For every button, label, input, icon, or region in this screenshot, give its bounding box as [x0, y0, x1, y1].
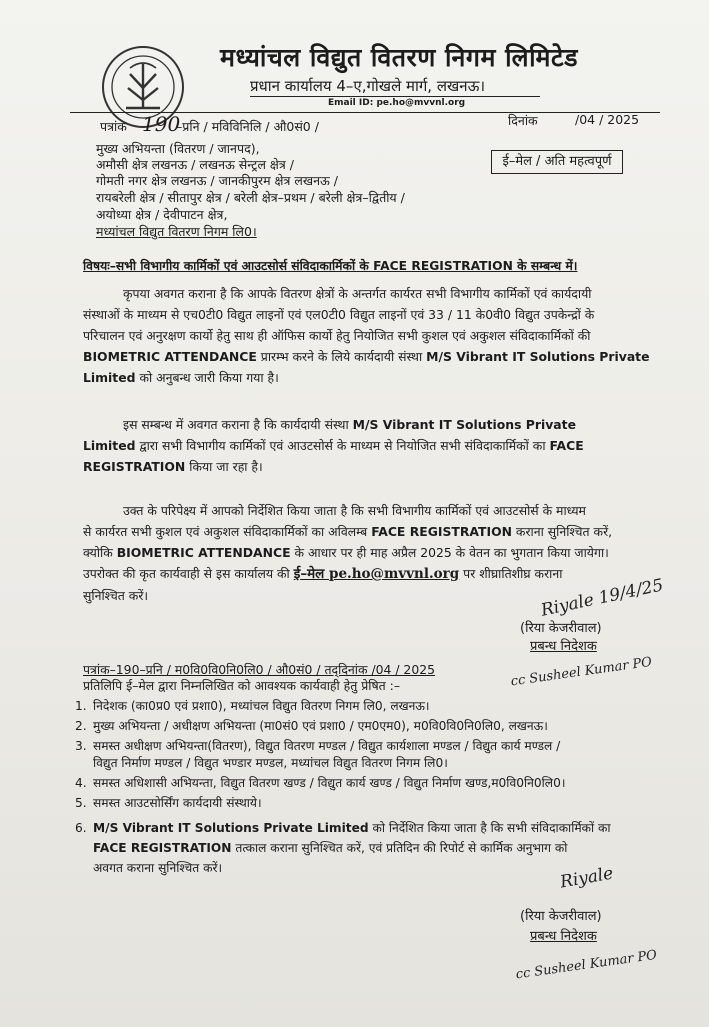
para1-line: परिचालन एवं अनुरक्षण कार्यो हेतु साथ ही ऑफिस कार्यो हेतु नियोजित सभी कुशल एवं अकुशल संविदाकार्मिकों की: [83, 328, 591, 343]
organization-name: मध्यांचल विद्युत वितरण निगम लिमिटेड: [220, 43, 578, 72]
list-item-text: तत्काल कराना सुनिश्चित करें, एवं प्रतिदिन की रिपोर्ट से कार्मिक अनुभाग को: [231, 841, 568, 855]
urgent-stamp: ई–मेल / अति महत्वपूर्ण: [491, 150, 623, 174]
list-item-number: 1.: [75, 699, 87, 713]
list-item: [75, 698, 665, 715]
copy-reference-line: पत्रांक–190–प्रनि / म0वि0वि0नि0लि0 / औ0सं0 / तद्‌दिनांक /04 / 2025: [83, 662, 435, 677]
face-term: FACE: [549, 438, 584, 453]
list-item: [75, 718, 665, 735]
cc-handwritten-note: cc Susheel Kumar PO: [509, 654, 653, 690]
list-item-number: 2.: [75, 719, 87, 733]
para3-line: सुनिश्चित करें।: [83, 588, 149, 603]
para1-line: संस्थाओं के माध्यम से एच0टी0 विद्युत लाइनों एवं एल0टी0 विद्युत लाइनों एवं 33 / 11 के0वी0 विद्युत उपकेन्द्रों के: [83, 307, 595, 322]
para1-line: को अनुबन्ध जारी किया गया है।: [135, 370, 279, 385]
list-item-text: निदेशक (का0प्र0 एवं प्रशा0), मध्यांचल विद्युत वितरण निगम लि0, लखनऊ।: [93, 699, 430, 713]
signature-scribble: Riyale 19/4/25: [539, 575, 666, 621]
address-underline: [250, 96, 540, 97]
list-item-number: 3.: [75, 739, 87, 753]
reference-label: पत्रांक: [100, 119, 127, 134]
list-item-continuation: अवगत कराना सुनिश्चित करें।: [93, 861, 223, 875]
para1-line: प्रारम्भ करने के लिये कार्यदायी संस्था: [256, 349, 427, 364]
registration-term: REGISTRATION: [83, 459, 186, 474]
para3-line: पर शीघ्रातिशीघ्र कराना: [459, 566, 563, 581]
para2-line: किया जा रहा है।: [185, 459, 263, 474]
signatory-name: (रिया केजरीवाल): [520, 909, 602, 924]
signatory-designation: प्रबन्ध निदेशक: [530, 639, 597, 654]
head-office-address: प्रधान कार्यालय 4–ए,गोखले मार्ग, लखनऊ।: [250, 77, 486, 95]
vendor-name: M/S Vibrant IT Solutions Private: [426, 349, 650, 364]
list-item-text: समस्त आउटसोर्सिंग कार्यदायी संस्थाये।: [93, 796, 262, 810]
para2-line: इस सम्बन्ध में अवगत कराना है कि कार्यदायी संस्था: [123, 417, 353, 432]
para3-line: उक्त के परिपेक्ष्य में आपको निर्देशित किया जाता है कि सभी विभागीय कार्मिकों एवं आउटसोर्स के माध्यम: [123, 503, 586, 518]
biometric-term: BIOMETRIC ATTENDANCE: [116, 545, 291, 560]
list-item-text: को निर्देशित किया जाता है कि सभी संविदाकार्मिकों का: [368, 821, 611, 835]
paragraph-2: [83, 414, 659, 477]
addressee-line: अयोध्या क्षेत्र / देवीपाटन क्षेत्र,: [96, 207, 228, 222]
reference-number: 190: [142, 112, 181, 136]
list-item-number: 5.: [75, 796, 87, 810]
addressee-line: मुख्य अभियन्ता (वितरण / जानपद),: [96, 141, 260, 156]
list-item-number: 6.: [75, 821, 87, 835]
list-item: [75, 820, 665, 837]
biometric-term: BIOMETRIC ATTENDANCE: [83, 349, 257, 364]
reference-suffix: –प्रनि / मविविनिलि / औ0सं0 /: [176, 119, 319, 134]
para2-line: द्वारा सभी विभागीय कार्मिकों एवं आउटसोर्स के माध्यम से नियोजित सभी संविदाकार्मिकों का: [135, 438, 550, 453]
addressee-line: रायबरेली क्षेत्र / सीतापुर क्षेत्र / बरेली क्षेत्र–प्रथम / बरेली क्षेत्र–द्वितीय /: [96, 190, 405, 205]
copy-intro: प्रतिलिपि ई–मेल द्वारा निम्नलिखित को आवश्यक कार्यवाही हेतु प्रेषित :–: [83, 678, 401, 693]
para3-line: क्योकि: [83, 545, 117, 560]
vendor-name: Limited: [83, 438, 136, 453]
signature-scribble: Riyale: [558, 863, 615, 893]
subject-line: विषयः–सभी विभागीय कार्मिकों एवं आउटसोर्स संविदाकार्मिकों के FACE REGISTRATION के सम्बन्ध में।: [83, 259, 578, 273]
face-registration-term: FACE REGISTRATION: [93, 841, 232, 855]
para3-line: के आधार पर ही माह अप्रैल 2025 के वेतन का भुगतान किया जायेगा।: [290, 545, 609, 560]
list-item-continuation: विद्युत निर्माण मण्डल / विद्युत भण्डार मण्डल, मध्यांचल विद्युत वितरण निगम लि0।: [93, 756, 448, 770]
signatory-designation: प्रबन्ध निदेशक: [530, 929, 597, 944]
cc-handwritten-note: cc Susheel Kumar PO: [514, 947, 658, 983]
para3-line: से कार्यरत सभी कुशल एवं अकुशल संविदाकार्मिकों का अविलम्ब: [83, 524, 372, 539]
vendor-name: M/S Vibrant IT Solutions Private: [352, 417, 576, 432]
para3-line: उपरोक्त की कृत कार्यवाही से इस कार्यालय की: [83, 566, 294, 581]
addressee-line: मध्यांचल विद्युत वितरण निगम लि0।: [96, 224, 257, 239]
date-label: दिनांक: [508, 113, 538, 128]
para3-line: कराना सुनिश्चित करें,: [511, 524, 613, 539]
date-value: /04 / 2025: [575, 112, 640, 127]
list-item: [75, 775, 665, 792]
list-item: [75, 795, 665, 812]
header-email: Email ID: pe.ho@mvvnl.org: [328, 98, 466, 108]
list-item: [75, 738, 665, 755]
addressee-line: अमौसी क्षेत्र लखनऊ / लखनऊ सेन्ट्रल क्षेत्र /: [96, 157, 294, 172]
list-item-continuation: [93, 840, 683, 857]
paragraph-1: [83, 283, 659, 388]
face-registration-term: FACE REGISTRATION: [371, 524, 512, 539]
list-item-text: समस्त अधिशासी अभियन्ता, विद्युत वितरण खण्ड / विद्युत कार्य खण्ड / विद्युत निर्माण खण्ड,म0वि0नि0लि0।: [93, 776, 566, 790]
addressee-line: गोमती नगर क्षेत्र लखनऊ / जानकीपुरम क्षेत्र लखनऊ /: [96, 173, 339, 188]
para1-line: कृपया अवगत कराना है कि आपके वितरण क्षेत्रों के अन्तर्गत कार्यरत सभी विभागीय कार्मिकों एवं कार्यदायी: [123, 286, 592, 301]
signatory-name: (रिया केजरीवाल): [520, 621, 602, 636]
list-item-text: समस्त अधीक्षण अभियन्ता(वितरण), विद्युत वितरण मण्डल / विद्युत कार्यशाला मण्डल / विद्युत कार्य मण्डल /: [93, 739, 561, 753]
vendor-name: M/S Vibrant IT Solutions Private Limited: [93, 821, 369, 835]
list-item-number: 4.: [75, 776, 87, 790]
vendor-name: Limited: [83, 370, 136, 385]
office-email-link[interactable]: ई–मेल pe.ho@mvvnl.org: [293, 566, 460, 582]
list-item-text: मुख्य अभियन्ता / अधीक्षण अभियन्ता (मा0सं0 एवं प्रशा0 / एम0एम0), म0वि0वि0नि0लि0, लखनऊ।: [93, 719, 548, 733]
paragraph-3: [83, 500, 659, 606]
